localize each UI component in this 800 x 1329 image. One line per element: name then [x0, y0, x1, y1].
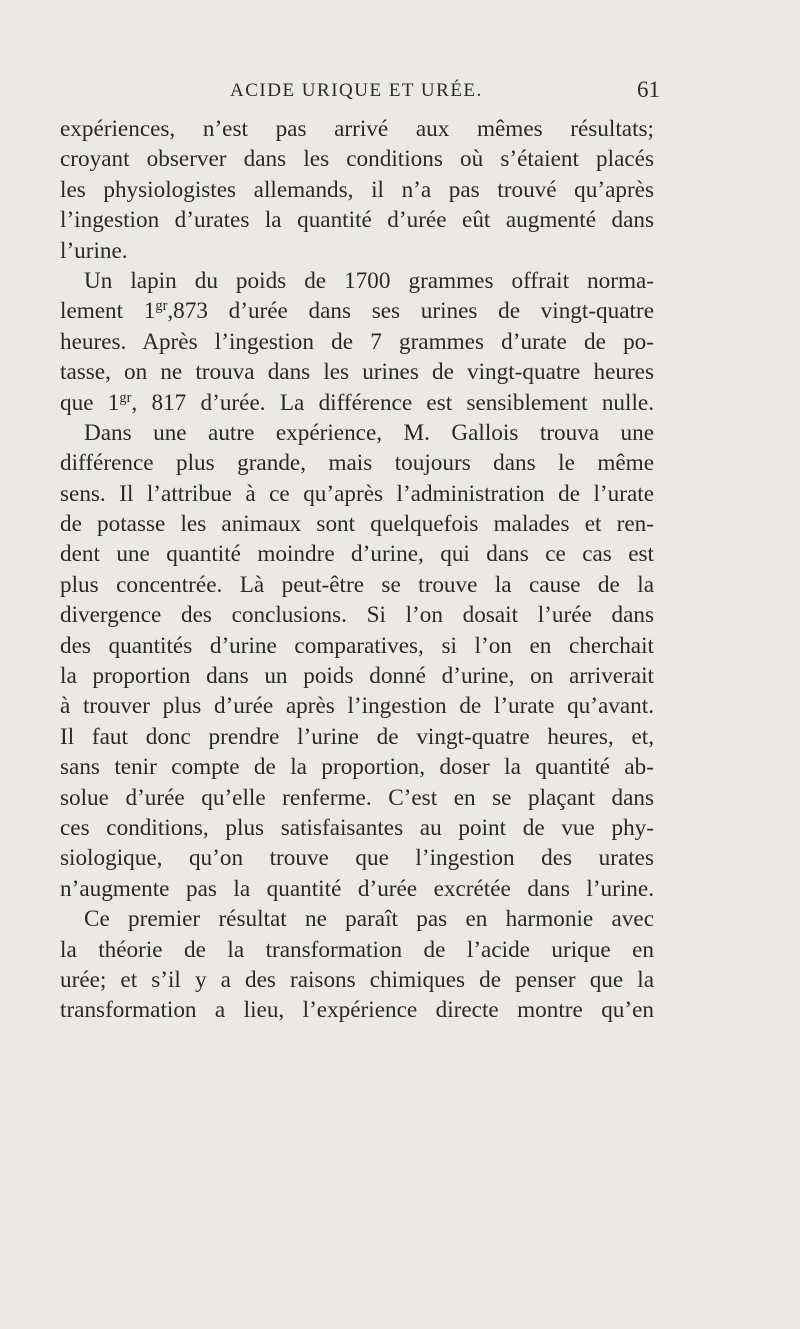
text-line-12: différence plus grande, mais toujours dans le même — [60, 450, 654, 477]
line-7-start: lement 1 — [60, 298, 156, 325]
text-line-1: expériences, n’est pas arrivé aux mêmes résultats; — [60, 116, 654, 142]
page-header — [60, 77, 660, 108]
text-line-24: ces conditions, plus satisfaisantes au point de vue phy- — [60, 814, 654, 841]
text-line-21: Il faut donc prendre l’urine de vingt-quatre heures, et, — [60, 723, 654, 750]
text-line-7 — [60, 296, 654, 326]
line-10-end: , 817 d’urée. La différence est sensiblement nulle. — [131, 389, 654, 416]
text-line-10 — [60, 388, 654, 418]
gram-abbreviation: gr — [119, 389, 132, 406]
text-line-17: divergence des conclusions. Si l’on dosait l’urée dans — [60, 602, 654, 629]
running-title: ACIDE URIQUE ET URÉE. — [230, 80, 483, 101]
text-line-2: croyant observer dans les conditions où s’étaient placés — [60, 146, 654, 173]
text-line-29: urée; et s’il y a des raisons chimiques de penser que la — [60, 966, 654, 993]
text-line-26: n’augmente pas la quantité d’urée excrétée dans l’urine. — [60, 875, 654, 902]
text-line-27: Ce premier résultat ne paraît pas en harmonie avec — [84, 906, 654, 933]
text-line-16: plus concentrée. Là peut-être se trouve la cause de la — [60, 571, 654, 598]
text-line-14: de potasse les animaux sont quelquefois malades et ren- — [60, 511, 654, 538]
text-line-13: sens. Il l’attribue à ce qu’après l’administration de l’urate — [60, 480, 654, 507]
text-line-28: la théorie de la transformation de l’acide urique en — [60, 936, 654, 963]
line-10-start: que 1 — [60, 389, 120, 416]
gram-abbreviation: gr — [155, 298, 168, 315]
text-line-9: tasse, on ne trouva dans les urines de vingt-quatre heures — [60, 359, 654, 386]
text-line-8: heures. Après l’ingestion de 7 grammes d’urate de po- — [60, 328, 654, 355]
text-line-25: siologique, qu’on trouve que l’ingestion des urates — [60, 845, 654, 872]
text-line-22: sans tenir compte de la proportion, doser la quantité ab- — [60, 754, 654, 781]
text-line-5: l’urine. — [60, 237, 128, 264]
text-line-30: transformation a lieu, l’expérience directe montre qu’en — [60, 997, 654, 1024]
text-line-18: des quantités d’urine comparatives, si l’on en cherchait — [60, 632, 654, 659]
body-text — [60, 114, 654, 1026]
text-line-11: Dans une autre expérience, M. Gallois trouva une — [84, 419, 654, 446]
text-line-15: dent une quantité moindre d’urine, qui dans ce cas est — [60, 541, 654, 568]
text-line-20: à trouver plus d’urée après l’ingestion de l’urate qu’avant. — [60, 693, 654, 720]
text-line-3: les physiologistes allemands, il n’a pas trouvé qu’après — [60, 176, 654, 203]
text-line-19: la proportion dans un poids donné d’urine, on arriverait — [60, 663, 654, 690]
text-line-6: Un lapin du poids de 1700 grammes offrait norma- — [84, 267, 654, 294]
page-number: 61 — [637, 77, 660, 102]
line-7-end: ,873 d’urée dans ses urines de vingt-quatre — [167, 298, 654, 325]
text-line-4: l’ingestion d’urates la quantité d’urée eût augmenté dans — [60, 207, 654, 234]
text-line-23: solue d’urée qu’elle renferme. C’est en se plaçant dans — [60, 784, 654, 811]
